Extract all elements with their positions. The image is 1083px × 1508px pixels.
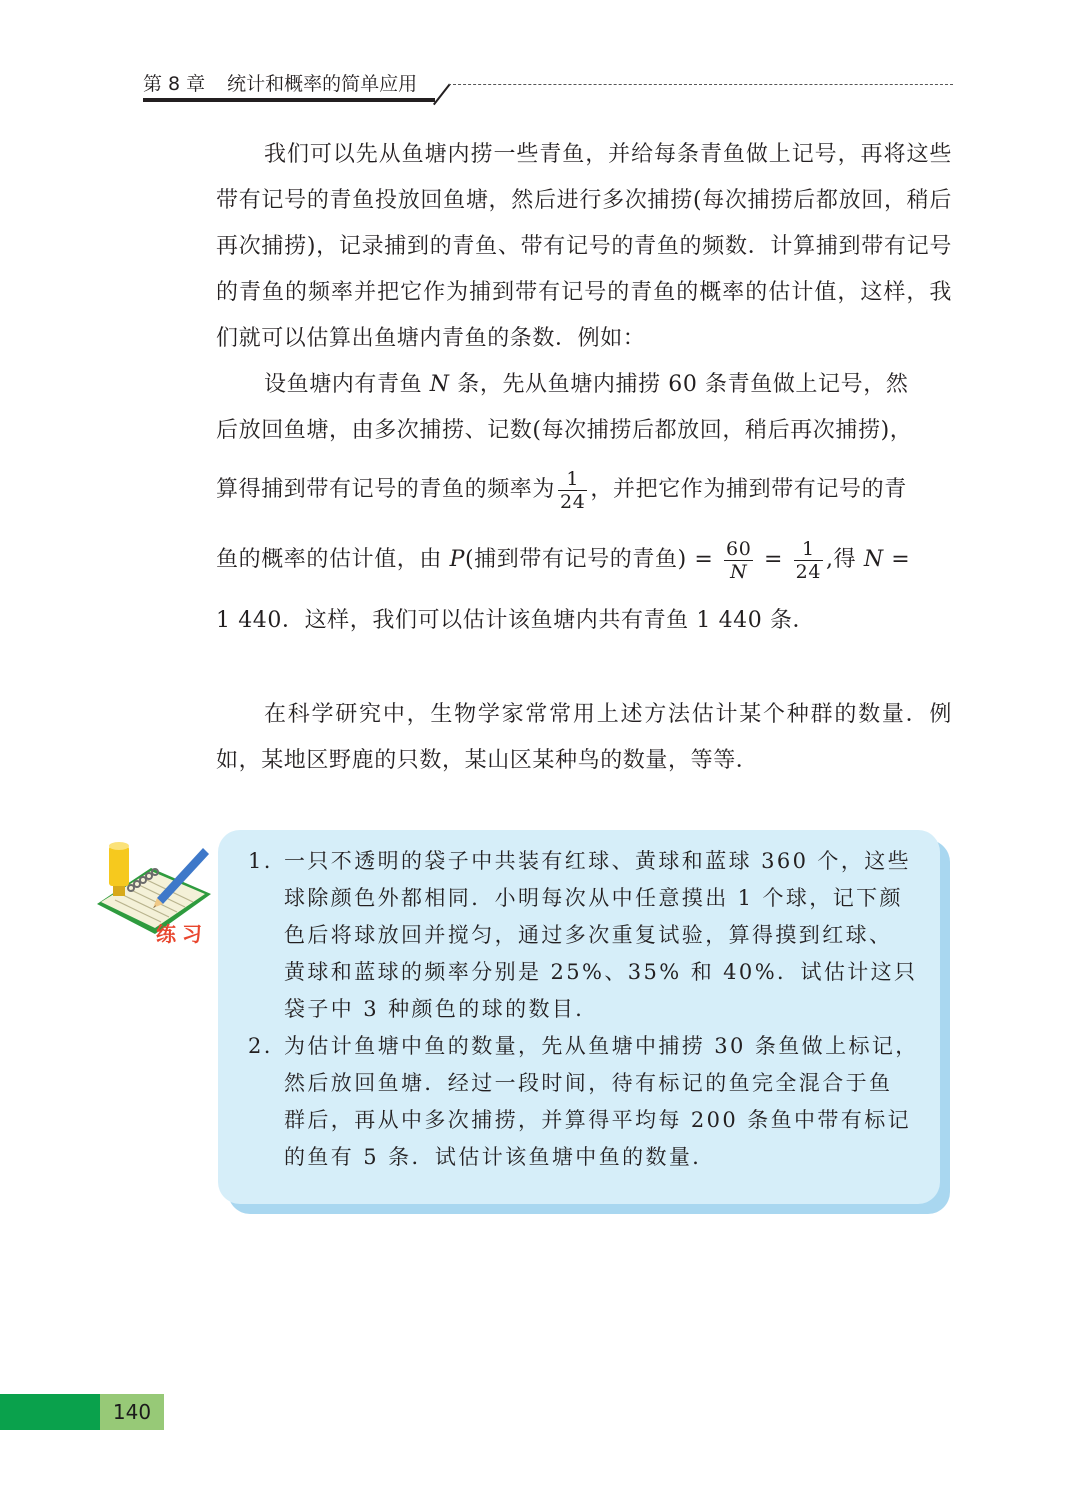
- page-header: [143, 70, 953, 104]
- variable-p: P: [449, 547, 466, 572]
- page-accent-bar: [0, 1394, 100, 1430]
- variable-n-2: N: [863, 547, 884, 572]
- exercise-number: 2.: [248, 1034, 273, 1058]
- header-slash: [433, 84, 451, 106]
- header-dashed-rule: [448, 84, 953, 85]
- paragraph-text: 在科学研究中，生物学家常常用上述方法估计某个种群的数量．例如，某地区野鹿的只数，某山区某种鸟的数量，等等．: [216, 702, 952, 773]
- exercise-number: 1.: [248, 849, 273, 873]
- variable-n: N: [429, 372, 450, 397]
- fraction-60-n: $\frac{60}{N}$: [726, 537, 752, 583]
- paragraph-text: 我们可以先从鱼塘内捞一些青鱼，并给每条青鱼做上记号，再将这些带有记号的青鱼投放回鱼塘，然后进行多次捕捞(每次捕捞后都放回，稍后再次捕捞)，记录捕到的青鱼、带有记号的青鱼的频数．计算捕到带有记号的青鱼的频率并把它作为捕到带有记号的青鱼的概率的估计值，这样，我们就可以估算出鱼塘内青鱼的条数．例如：: [216, 142, 953, 351]
- paragraph-example: [216, 362, 952, 644]
- example-line-1: 设鱼塘内有青鱼 N 条，先从鱼塘内捕捞 60 条青鱼做上记号，然: [264, 372, 909, 397]
- paragraph-science: [216, 692, 952, 784]
- fraction-1-24-b: $\frac{1}{24}$: [795, 537, 822, 583]
- exercise-label: 练习: [156, 922, 208, 946]
- example-line-4: 鱼的概率的估计值，由 P(捕到带有记号的青鱼) = $\frac{60}{N}$ = $\frac{1}{24}$ ,得 N =: [216, 537, 911, 583]
- example-line-3: 算得捕到带有记号的青鱼的频率为 $\frac{1}{24}$ ，并把它作为捕到带有记号的青: [216, 467, 907, 513]
- header-underline: [143, 98, 435, 102]
- page-number: 140: [100, 1394, 164, 1430]
- exercise-item-1: 1. 一只不透明的袋子中共装有红球、黄球和蓝球 360 个，这些 球除颜色外都相同．小明每次从中任意摸出 1 个球，记下颜 色后将球放回并搅匀，通过多次重复试验，算得摸到红球、 黄球和蓝球的频率分别是 25%、35% 和 40%．试估计这只 袋子中 3 种颜色的球的数目．: [248, 843, 913, 1028]
- exercise-item-2: 2. 为估计鱼塘中鱼的数量，先从鱼塘中捕捞 30 条鱼做上标记， 然后放回鱼塘．经过一段时间，待有标记的鱼完全混合于鱼 群后，再从中多次捕捞，并算得平均每 200 条鱼中带有标记 的鱼有 5 条．试估计该鱼塘中鱼的数量．: [248, 1028, 913, 1176]
- chapter-heading: [143, 70, 417, 98]
- fraction-1-24: $\frac{1}{24}$: [560, 467, 586, 513]
- example-line-5: 1 440．这样，我们可以估计该鱼塘内共有青鱼 1 440 条．: [216, 608, 816, 633]
- chapter-title: 统计和概率的简单应用: [227, 73, 418, 95]
- exercise-list: [248, 843, 919, 1176]
- paragraph-intro: [216, 132, 952, 362]
- chapter-number: 第 8 章: [143, 73, 206, 95]
- example-line-2: 后放回鱼塘，由多次捕捞、记数(每次捕捞后都放回，稍后再次捕捞)，: [216, 418, 913, 443]
